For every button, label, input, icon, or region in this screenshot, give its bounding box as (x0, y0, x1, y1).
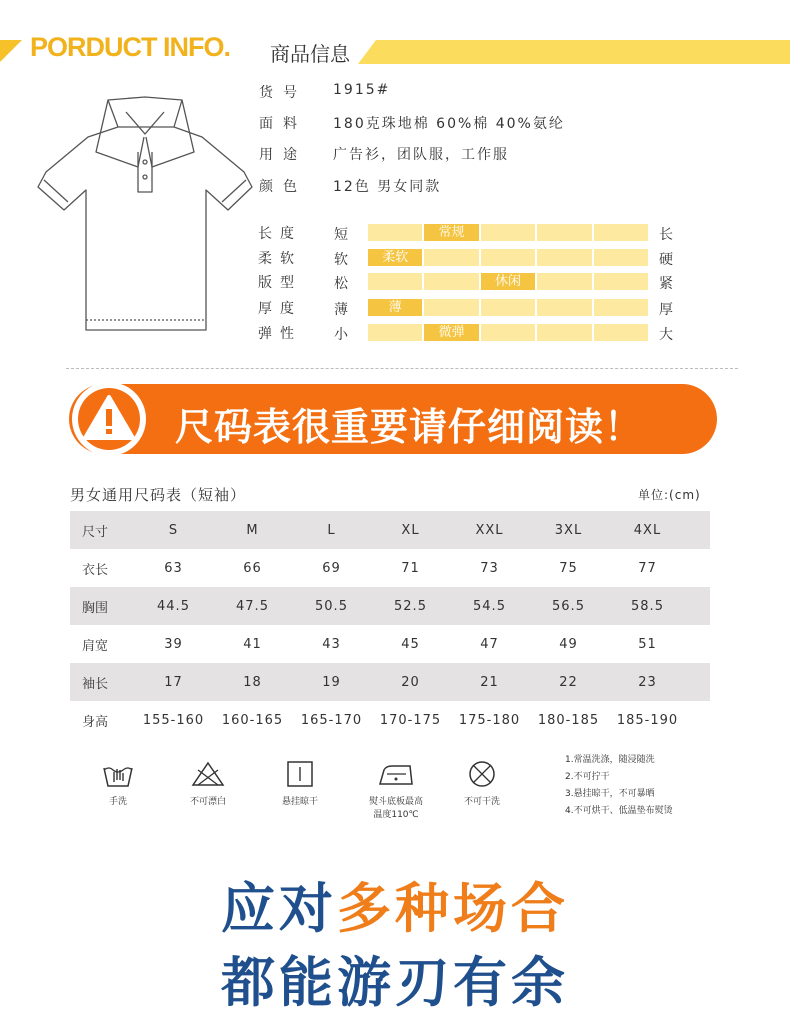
scale-indicator-label: 柔软 (382, 250, 409, 265)
table-row-header: 衣长 (82, 562, 109, 578)
table-cell: 165-170 (300, 712, 363, 728)
table-row-header: 肩宽 (82, 638, 109, 654)
scale-segment (537, 249, 591, 266)
table-cell: 47 (480, 636, 499, 652)
table-cell: 71 (401, 560, 420, 576)
care-note: 2.不可拧干 (565, 772, 610, 782)
scale-segment (368, 224, 422, 241)
table-cell: XXL (475, 522, 504, 538)
table-cell: 56.5 (552, 598, 585, 614)
banner-text: 尺码表很重要请仔细阅读！ (175, 405, 644, 449)
scale-segment (537, 299, 591, 316)
table-cell: 43 (322, 636, 341, 652)
care-iron: 熨斗底板最高 温度110℃ (356, 760, 436, 820)
header-title-cn: 商品信息 (270, 42, 350, 66)
scale-max-label: 长 (659, 227, 673, 243)
scale-indicator-label: 常规 (438, 225, 465, 240)
table-cell: 155-160 (142, 712, 205, 728)
header-accent (0, 40, 22, 62)
table-cell: 4XL (633, 522, 662, 538)
table-cell: 73 (480, 560, 499, 576)
table-cell: 21 (480, 674, 499, 690)
info-value: 1915# (333, 82, 391, 98)
scale-segment (481, 249, 535, 266)
scale-label: 弹性 (258, 326, 302, 342)
scale-segment (594, 249, 648, 266)
table-cell: 49 (559, 636, 578, 652)
scale-segment (481, 224, 535, 241)
scale-indicator (368, 299, 422, 316)
table-cell: 180-185 (537, 712, 600, 728)
scale-segment (424, 273, 478, 290)
table-cell: 17 (164, 674, 183, 690)
hang-dry-icon (283, 760, 317, 788)
info-label: 用途 (259, 147, 307, 163)
care-note: 1.常温洗涤，随浸随洗 (565, 755, 655, 765)
scale-indicator (424, 324, 478, 341)
scale-min-label: 松 (334, 276, 348, 292)
table-cell: 175-180 (458, 712, 521, 728)
table-row-header: 尺寸 (82, 524, 109, 540)
table-cell: 41 (243, 636, 262, 652)
scale-segment (594, 324, 648, 341)
scale-max-label: 紧 (659, 276, 673, 292)
table-row (70, 701, 710, 739)
scale-indicator-label: 薄 (388, 300, 402, 315)
table-cell: 69 (322, 560, 341, 576)
table-row (70, 587, 710, 625)
table-cell: 3XL (554, 522, 583, 538)
scale-min-label: 软 (334, 252, 348, 268)
scale-min-label: 薄 (334, 302, 348, 318)
table-cell: 51 (638, 636, 657, 652)
scale-segment (481, 299, 535, 316)
table-cell: 160-165 (221, 712, 284, 728)
slogan-line-1: 应对多种场合 (221, 877, 569, 940)
table-cell: 170-175 (379, 712, 442, 728)
scale-track (368, 224, 648, 241)
care-hand-wash: 手洗 (88, 760, 148, 807)
table-cell: 54.5 (473, 598, 506, 614)
table-cell: 19 (322, 674, 341, 690)
scale-indicator-label: 微弹 (438, 325, 465, 340)
scale-segment (537, 224, 591, 241)
table-cell: 52.5 (394, 598, 427, 614)
no-dry-clean-icon (465, 760, 499, 788)
scale-segment (594, 273, 648, 290)
scale-max-label: 大 (659, 327, 673, 343)
table-row-header: 身高 (82, 714, 109, 730)
care-note: 3.悬挂晾干，不可暴晒 (565, 789, 655, 799)
table-cell: 22 (559, 674, 578, 690)
table-cell: 77 (638, 560, 657, 576)
scale-label: 长度 (258, 226, 302, 242)
scale-segment (368, 273, 422, 290)
scale-indicator-label: 休闲 (495, 274, 522, 289)
table-cell: 58.5 (631, 598, 664, 614)
section-divider (66, 368, 738, 369)
hand-wash-icon (101, 760, 135, 788)
scale-segment (537, 324, 591, 341)
table-row-header: 袖长 (82, 676, 109, 692)
care-no-bleach: 不可漂白 (178, 760, 238, 807)
table-cell: 44.5 (157, 598, 190, 614)
table-cell: XL (401, 522, 420, 538)
scale-track (368, 299, 648, 316)
size-table-unit: 单位:(cm) (638, 488, 701, 502)
care-notes (565, 752, 673, 820)
header-title-en: PORDUCT INFO. (30, 32, 230, 62)
info-value: 12色 男女同款 (333, 179, 442, 195)
info-label: 面料 (259, 116, 307, 132)
table-cell: 66 (243, 560, 262, 576)
info-value: 广告衫，团队服，工作服 (333, 147, 509, 163)
scale-segment (424, 249, 478, 266)
table-cell: L (327, 522, 336, 538)
scale-label: 厚度 (258, 301, 302, 317)
scale-min-label: 短 (334, 227, 348, 243)
scale-label: 版型 (258, 275, 302, 291)
table-cell: 39 (164, 636, 183, 652)
table-cell: S (168, 522, 179, 538)
info-value: 180克珠地棉 60%棉 40%氨纶 (333, 116, 565, 132)
scale-segment (368, 324, 422, 341)
scale-track (368, 249, 648, 266)
scale-max-label: 厚 (659, 302, 673, 318)
care-hang-dry: 悬挂晾干 (270, 760, 330, 807)
table-row (70, 663, 710, 701)
info-label: 颜色 (259, 179, 307, 195)
scale-max-label: 硬 (659, 252, 673, 268)
scale-segment (481, 324, 535, 341)
size-table-title: 男女通用尺码表（短袖） (70, 486, 247, 504)
table-cell: 18 (243, 674, 262, 690)
table-row (70, 625, 710, 663)
info-label: 货号 (259, 85, 307, 101)
table-cell: 23 (638, 674, 657, 690)
scale-indicator (481, 273, 535, 290)
slogan-line-2: 都能游刃有余 (221, 951, 569, 1014)
scale-segment (537, 273, 591, 290)
scale-indicator (368, 249, 422, 266)
iron-icon (376, 760, 416, 788)
table-cell: 50.5 (315, 598, 348, 614)
header-bar (358, 40, 790, 64)
care-note: 4.不可烘干、低温垫布熨烫 (565, 806, 673, 816)
scale-label: 柔软 (258, 251, 302, 267)
no-bleach-icon (191, 760, 225, 788)
scale-segment (424, 299, 478, 316)
scale-track (368, 273, 648, 290)
table-cell: 45 (401, 636, 420, 652)
table-row (70, 549, 710, 587)
polo-shirt-illustration (36, 92, 256, 342)
table-cell: 75 (559, 560, 578, 576)
scale-track (368, 324, 648, 341)
scale-min-label: 小 (334, 327, 348, 343)
care-no-dry-clean: 不可干洗 (452, 760, 512, 807)
table-cell: 185-190 (616, 712, 679, 728)
warning-icon (82, 394, 136, 442)
table-cell: 20 (401, 674, 420, 690)
size-table (70, 511, 710, 739)
scale-indicator (424, 224, 478, 241)
table-row-header: 胸围 (82, 600, 109, 616)
scale-segment (594, 224, 648, 241)
table-header-row (70, 511, 710, 549)
table-cell: 63 (164, 560, 183, 576)
table-cell: M (246, 522, 259, 538)
table-cell: 47.5 (236, 598, 269, 614)
scale-segment (594, 299, 648, 316)
